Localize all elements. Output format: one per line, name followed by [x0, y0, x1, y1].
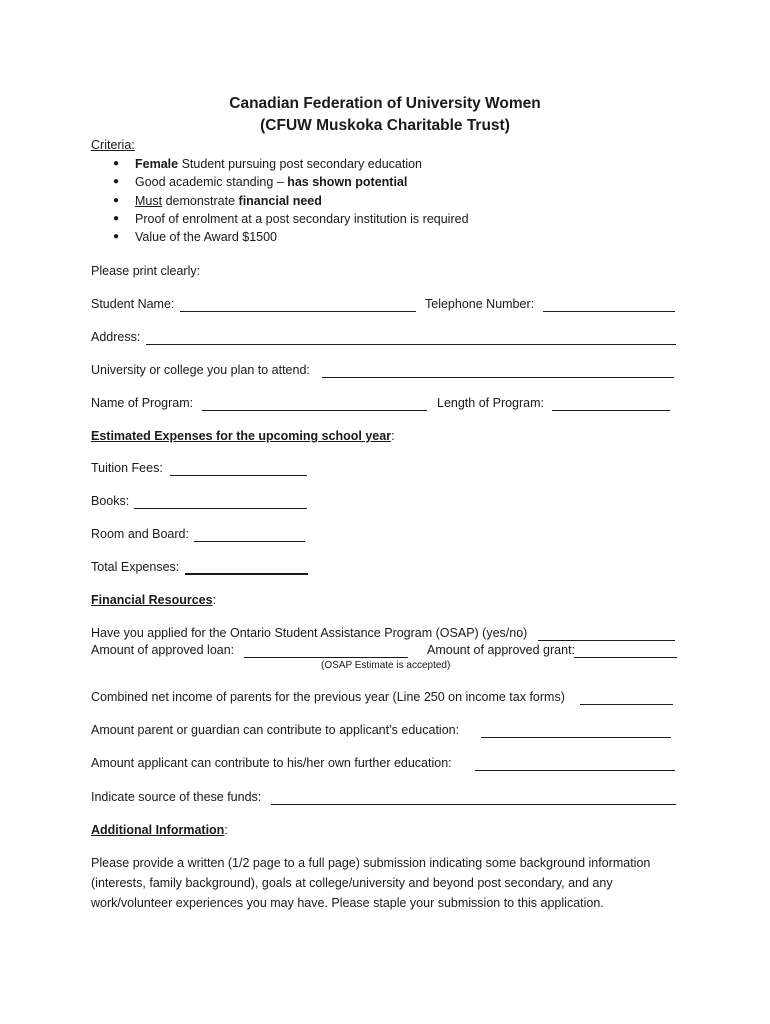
criteria-item: ● Female Student pursuing post secondary education	[113, 155, 469, 173]
criteria-heading: Criteria:	[91, 138, 135, 152]
criteria-item: ● Proof of enrolment at a post secondary institution is required	[113, 210, 469, 228]
osap-field[interactable]	[538, 640, 675, 641]
funds-source-field[interactable]	[271, 804, 676, 805]
program-length-field[interactable]	[552, 410, 670, 411]
grant-field[interactable]	[574, 657, 677, 658]
bullet-icon: ●	[113, 176, 120, 188]
parents-income-field[interactable]	[580, 704, 673, 705]
total-expenses-field[interactable]	[185, 573, 308, 575]
parent-contribution-field[interactable]	[481, 737, 671, 738]
loan-label: Amount of approved loan:	[91, 643, 235, 657]
program-length-label: Length of Program:	[437, 396, 545, 410]
bullet-icon: ●	[113, 212, 120, 224]
university-field[interactable]	[322, 377, 674, 378]
criteria-item: ● Value of the Award $1500	[113, 228, 469, 246]
applicant-contribution-field[interactable]	[475, 770, 675, 771]
bullet-icon: ●	[113, 194, 120, 206]
form-title: Canadian Federation of University Women	[229, 95, 541, 112]
address-label: Address:	[91, 330, 141, 344]
university-label: University or college you plan to attend:	[91, 363, 310, 377]
bullet-icon: ●	[113, 231, 120, 243]
telephone-field[interactable]	[543, 311, 675, 312]
expenses-heading: Estimated Expenses for the upcoming school year:	[91, 429, 395, 443]
books-label: Books:	[91, 494, 130, 508]
applicant-contribution-label: Amount applicant can contribute to his/her own further education:	[91, 756, 452, 770]
financial-heading: Financial Resources:	[91, 593, 217, 607]
student-name-field[interactable]	[180, 311, 416, 312]
total-expenses-label: Total Expenses:	[91, 560, 180, 574]
print-instruction: Please print clearly:	[91, 264, 201, 278]
additional-instructions: Please provide a written (1/2 page to a full page) submission indicating some background information (interests, family background), goals at college/university and beyond post secondary, and any work/volunteer experiences you may have. Please staple your submission to this application.	[91, 856, 651, 910]
grant-label: Amount of approved grant:	[427, 643, 576, 657]
parents-income-label: Combined net income of parents for the previous year (Line 250 on income tax forms)	[91, 690, 565, 704]
program-name-label: Name of Program:	[91, 396, 194, 410]
program-name-field[interactable]	[202, 410, 427, 411]
criteria-item: ● Good academic standing – has shown potential	[113, 173, 469, 191]
telephone-label: Telephone Number:	[425, 297, 535, 311]
osap-label: Have you applied for the Ontario Student Assistance Program (OSAP) (yes/no)	[91, 626, 528, 640]
parent-contribution-label: Amount parent or guardian can contribute to applicant’s education:	[91, 723, 460, 737]
osap-estimate-note: (OSAP Estimate is accepted)	[321, 660, 451, 671]
books-field[interactable]	[134, 508, 307, 509]
additional-heading: Additional Information:	[91, 823, 228, 837]
tuition-field[interactable]	[170, 475, 307, 476]
address-field[interactable]	[146, 344, 676, 345]
student-name-label: Student Name:	[91, 297, 175, 311]
bullet-icon: ●	[113, 158, 120, 169]
form-subtitle: (CFUW Muskoka Charitable Trust)	[260, 117, 510, 134]
loan-field[interactable]	[244, 657, 408, 658]
criteria-list	[113, 155, 469, 246]
room-board-label: Room and Board:	[91, 527, 189, 541]
tuition-label: Tuition Fees:	[91, 461, 163, 475]
criteria-item: ● Must demonstrate financial need	[113, 192, 469, 210]
funds-source-label: Indicate source of these funds:	[91, 790, 262, 804]
room-board-field[interactable]	[194, 541, 305, 542]
